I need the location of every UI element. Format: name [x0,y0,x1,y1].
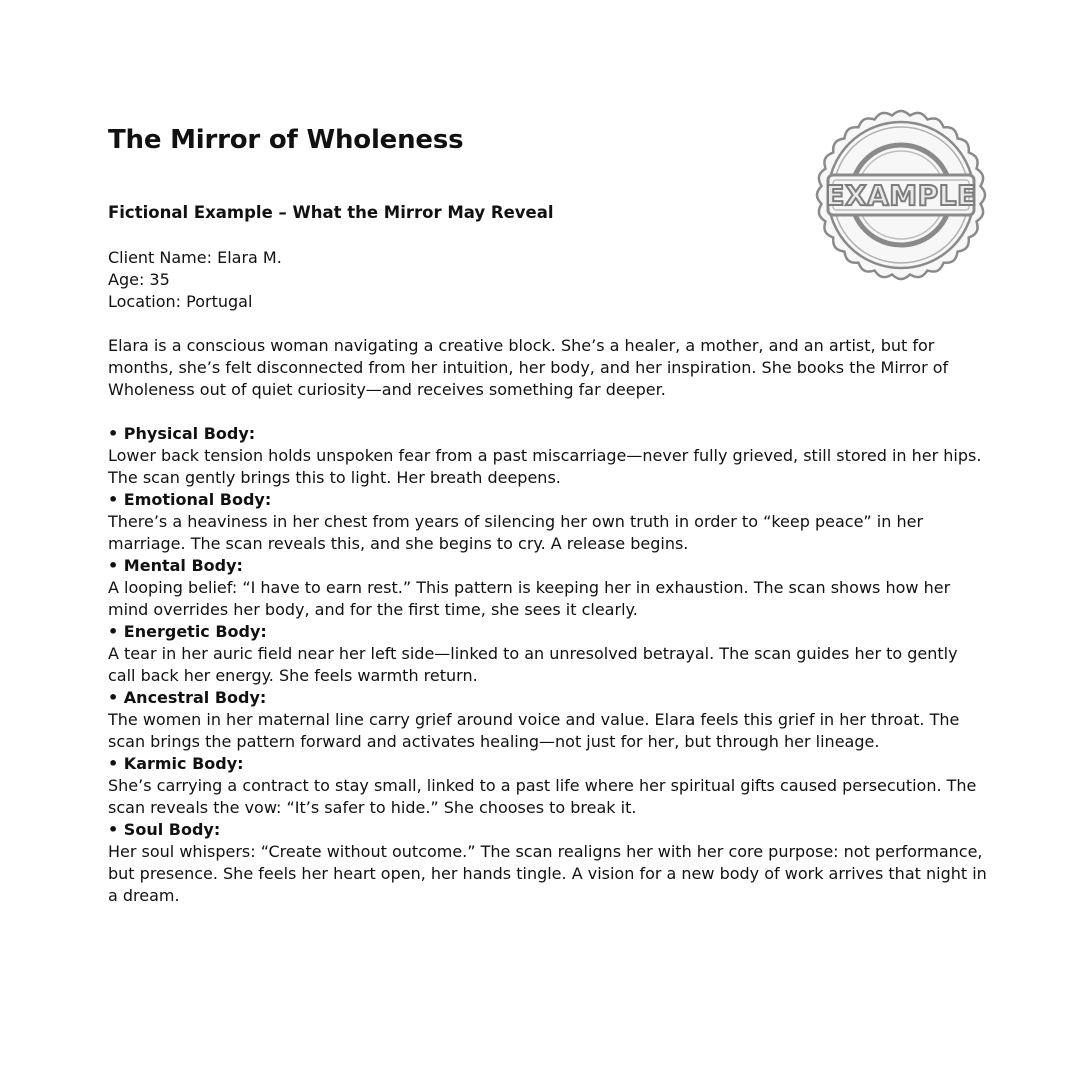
section-heading: • Physical Body: [108,424,256,443]
section-text: Lower back tension holds unspoken fear from a past miscarriage—never fully grieved, still stored in her hips. The scan gently brings this to light. Her breath deepens. [108,446,982,487]
body-sections [108,423,988,907]
section-text: A looping belief: “I have to earn rest.” This pattern is keeping her in exhaustion. The scan shows how her mind overrides her body, and for the first time, she sees it clearly. [108,578,951,619]
stamp-label: EXAMPLE [825,179,977,212]
section-heading: • Soul Body: [108,820,221,839]
section-text: A tear in her auric field near her left side—linked to an unresolved betrayal. The scan guides her to gently call back her energy. She feels warmth return. [108,644,958,685]
section-text: The women in her maternal line carry grief around voice and value. Elara feels this grief in her throat. The scan brings the pattern forward and activates healing—not just for her, but through her lineage. [108,710,960,751]
section-ancestral-body [108,687,988,753]
document-subtitle: Fictional Example – What the Mirror May Reveal [108,203,554,222]
document-page [108,118,988,907]
section-text: There’s a heaviness in her chest from years of silencing her own truth in order to “keep peace” in her marriage. The scan reveals this, and she begins to cry. A release begins. [108,512,924,553]
section-karmic-body [108,753,988,819]
client-location: Location: Portugal [108,292,253,311]
section-heading: • Ancestral Body: [108,688,267,707]
section-soul-body [108,819,988,907]
section-heading: • Energetic Body: [108,622,267,641]
client-name: Client Name: Elara M. [108,248,282,267]
client-details [108,247,988,313]
section-heading: • Emotional Body: [108,490,272,509]
section-energetic-body [108,621,988,687]
section-emotional-body [108,489,988,555]
section-heading: • Karmic Body: [108,754,244,773]
section-mental-body [108,555,988,621]
section-heading: • Mental Body: [108,556,243,575]
page-title: The Mirror of Wholeness [108,125,464,155]
intro-paragraph: Elara is a conscious woman navigating a creative block. She’s a healer, a mother, and an artist, but for months, she’s felt disconnected from her intuition, her body, and her inspiration. She books the Mirror of Wholeness out of quiet curiosity—and receives something far deeper. [108,336,949,399]
client-age: Age: 35 [108,270,170,289]
section-text: She’s carrying a contract to stay small, linked to a past life where her spiritual gifts caused persecution. The scan reveals the vow: “It’s safer to hide.” She chooses to break it. [108,776,977,817]
section-physical-body [108,423,988,489]
section-text: Her soul whispers: “Create without outcome.” The scan realigns her with her core purpose: not performance, but presence. She feels her heart open, her hands tingle. A vision for a new body of work arrives that night in a dream. [108,842,987,905]
